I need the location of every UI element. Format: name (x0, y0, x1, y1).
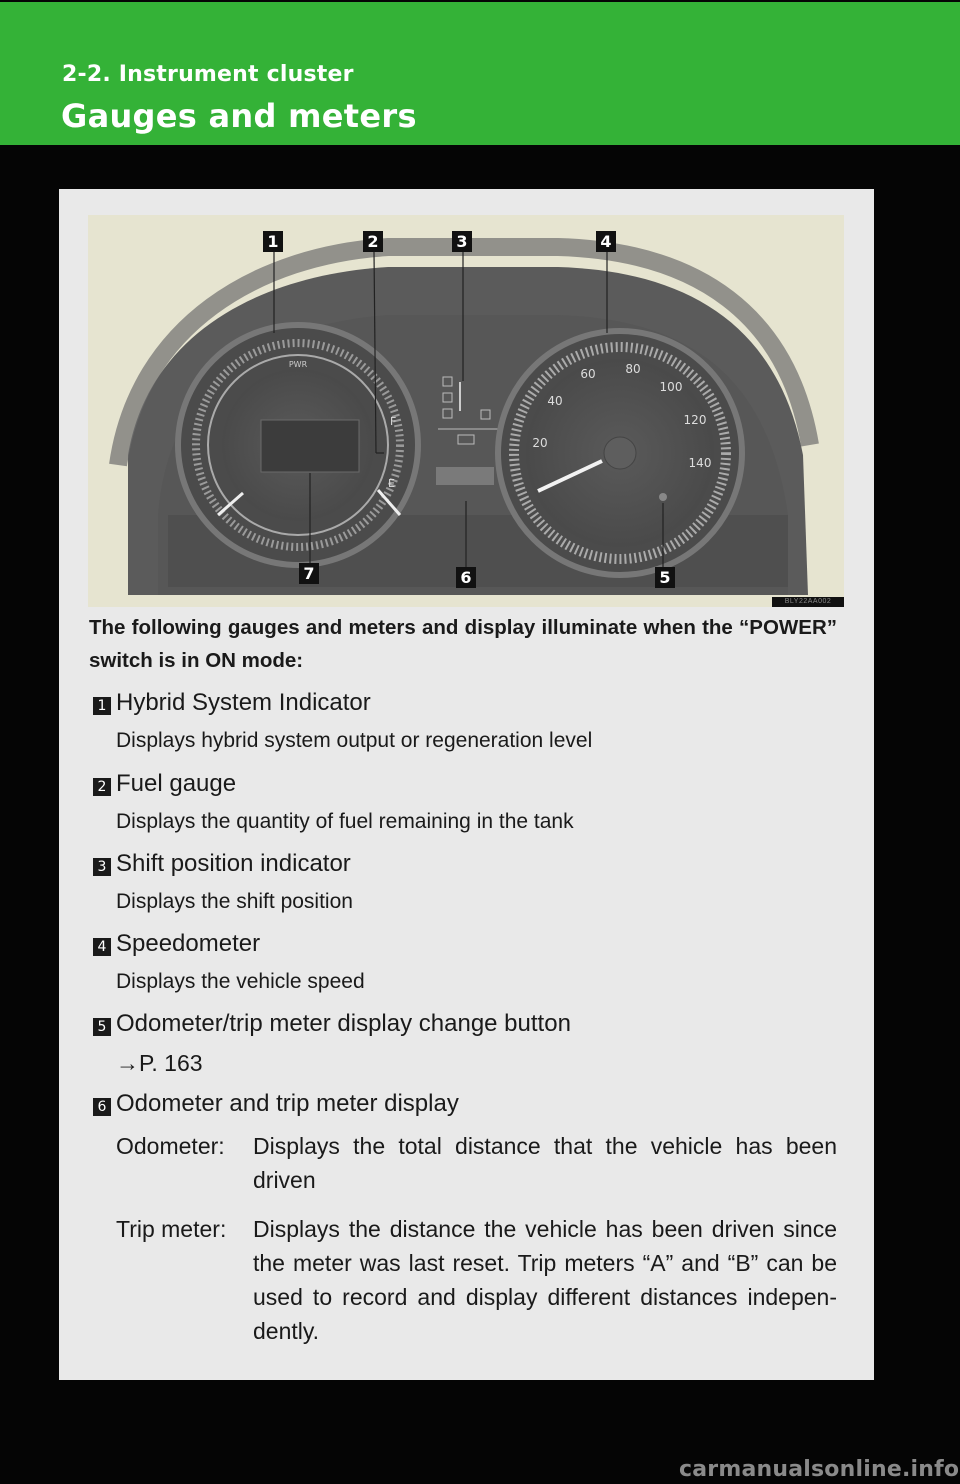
svg-text:E: E (388, 477, 395, 490)
item-number-badge: 2 (93, 778, 111, 796)
callout-5: 5 (655, 567, 675, 588)
definition-text: Displays the distance the vehicle has been driven since the meter was last reset. Trip meters “A” and “B” can be used to record and display different distances indepen-dently. (253, 1216, 837, 1344)
item-number-badge: 3 (93, 858, 111, 876)
svg-text:140: 140 (688, 456, 712, 470)
svg-text:100: 100 (659, 380, 683, 394)
item-number-badge: 4 (93, 938, 111, 956)
intro-paragraph: The following gauges and meters and display illuminate when the “POWER” switch is in ON mode: (89, 616, 837, 672)
definition-trip-meter (116, 1212, 838, 1352)
svg-text:60: 60 (580, 367, 596, 381)
item-title: Odometer/trip meter display change button (116, 1010, 571, 1037)
svg-text:F: F (390, 415, 397, 428)
item-description: Displays the shift position (116, 890, 353, 913)
callout-2: 2 (363, 231, 383, 252)
callout-1: 1 (263, 231, 283, 252)
definition-odometer (116, 1129, 838, 1199)
callout-7: 7 (299, 563, 319, 584)
item-number-badge: 5 (93, 1018, 111, 1036)
item-title: Shift position indicator (116, 850, 351, 877)
svg-text:80: 80 (625, 362, 641, 376)
callout-4: 4 (596, 231, 616, 252)
section-label: 2-2. Instrument cluster (62, 62, 354, 87)
instrument-cluster-illustration (88, 215, 844, 607)
item-title: Speedometer (116, 930, 261, 957)
item-title: Hybrid System Indicator (116, 689, 371, 716)
page-reference-link[interactable]: →P. 163 (116, 1050, 203, 1076)
chapter-header (0, 2, 960, 145)
callout-6: 6 (456, 567, 476, 588)
item-number-badge: 1 (93, 697, 111, 715)
item-description: Displays the vehicle speed (116, 970, 365, 993)
definition-term: Trip meter: (116, 1216, 227, 1242)
svg-text:20: 20 (532, 436, 548, 450)
figure-code: BLY22AA002 (772, 597, 844, 607)
svg-text:40: 40 (547, 394, 563, 408)
definition-term: Odometer: (116, 1133, 225, 1159)
item-title: Odometer and trip meter display (116, 1090, 459, 1117)
item-title: Fuel gauge (116, 770, 237, 797)
instrument-cluster-figure (88, 215, 844, 607)
callout-3: 3 (452, 231, 472, 252)
watermark: carmanualsonline.info (679, 1457, 960, 1482)
item-number-badge: 6 (93, 1098, 111, 1116)
page-title: Gauges and meters (61, 97, 417, 135)
item-description: Displays the quantity of fuel remaining in the tank (116, 810, 574, 833)
svg-text:120: 120 (683, 413, 707, 427)
svg-text:PWR: PWR (288, 360, 308, 369)
definition-text: Displays the total distance that the vehicle has been driven (253, 1133, 837, 1193)
item-description: Displays hybrid system output or regeneration level (116, 729, 593, 752)
content-panel (59, 189, 874, 1380)
